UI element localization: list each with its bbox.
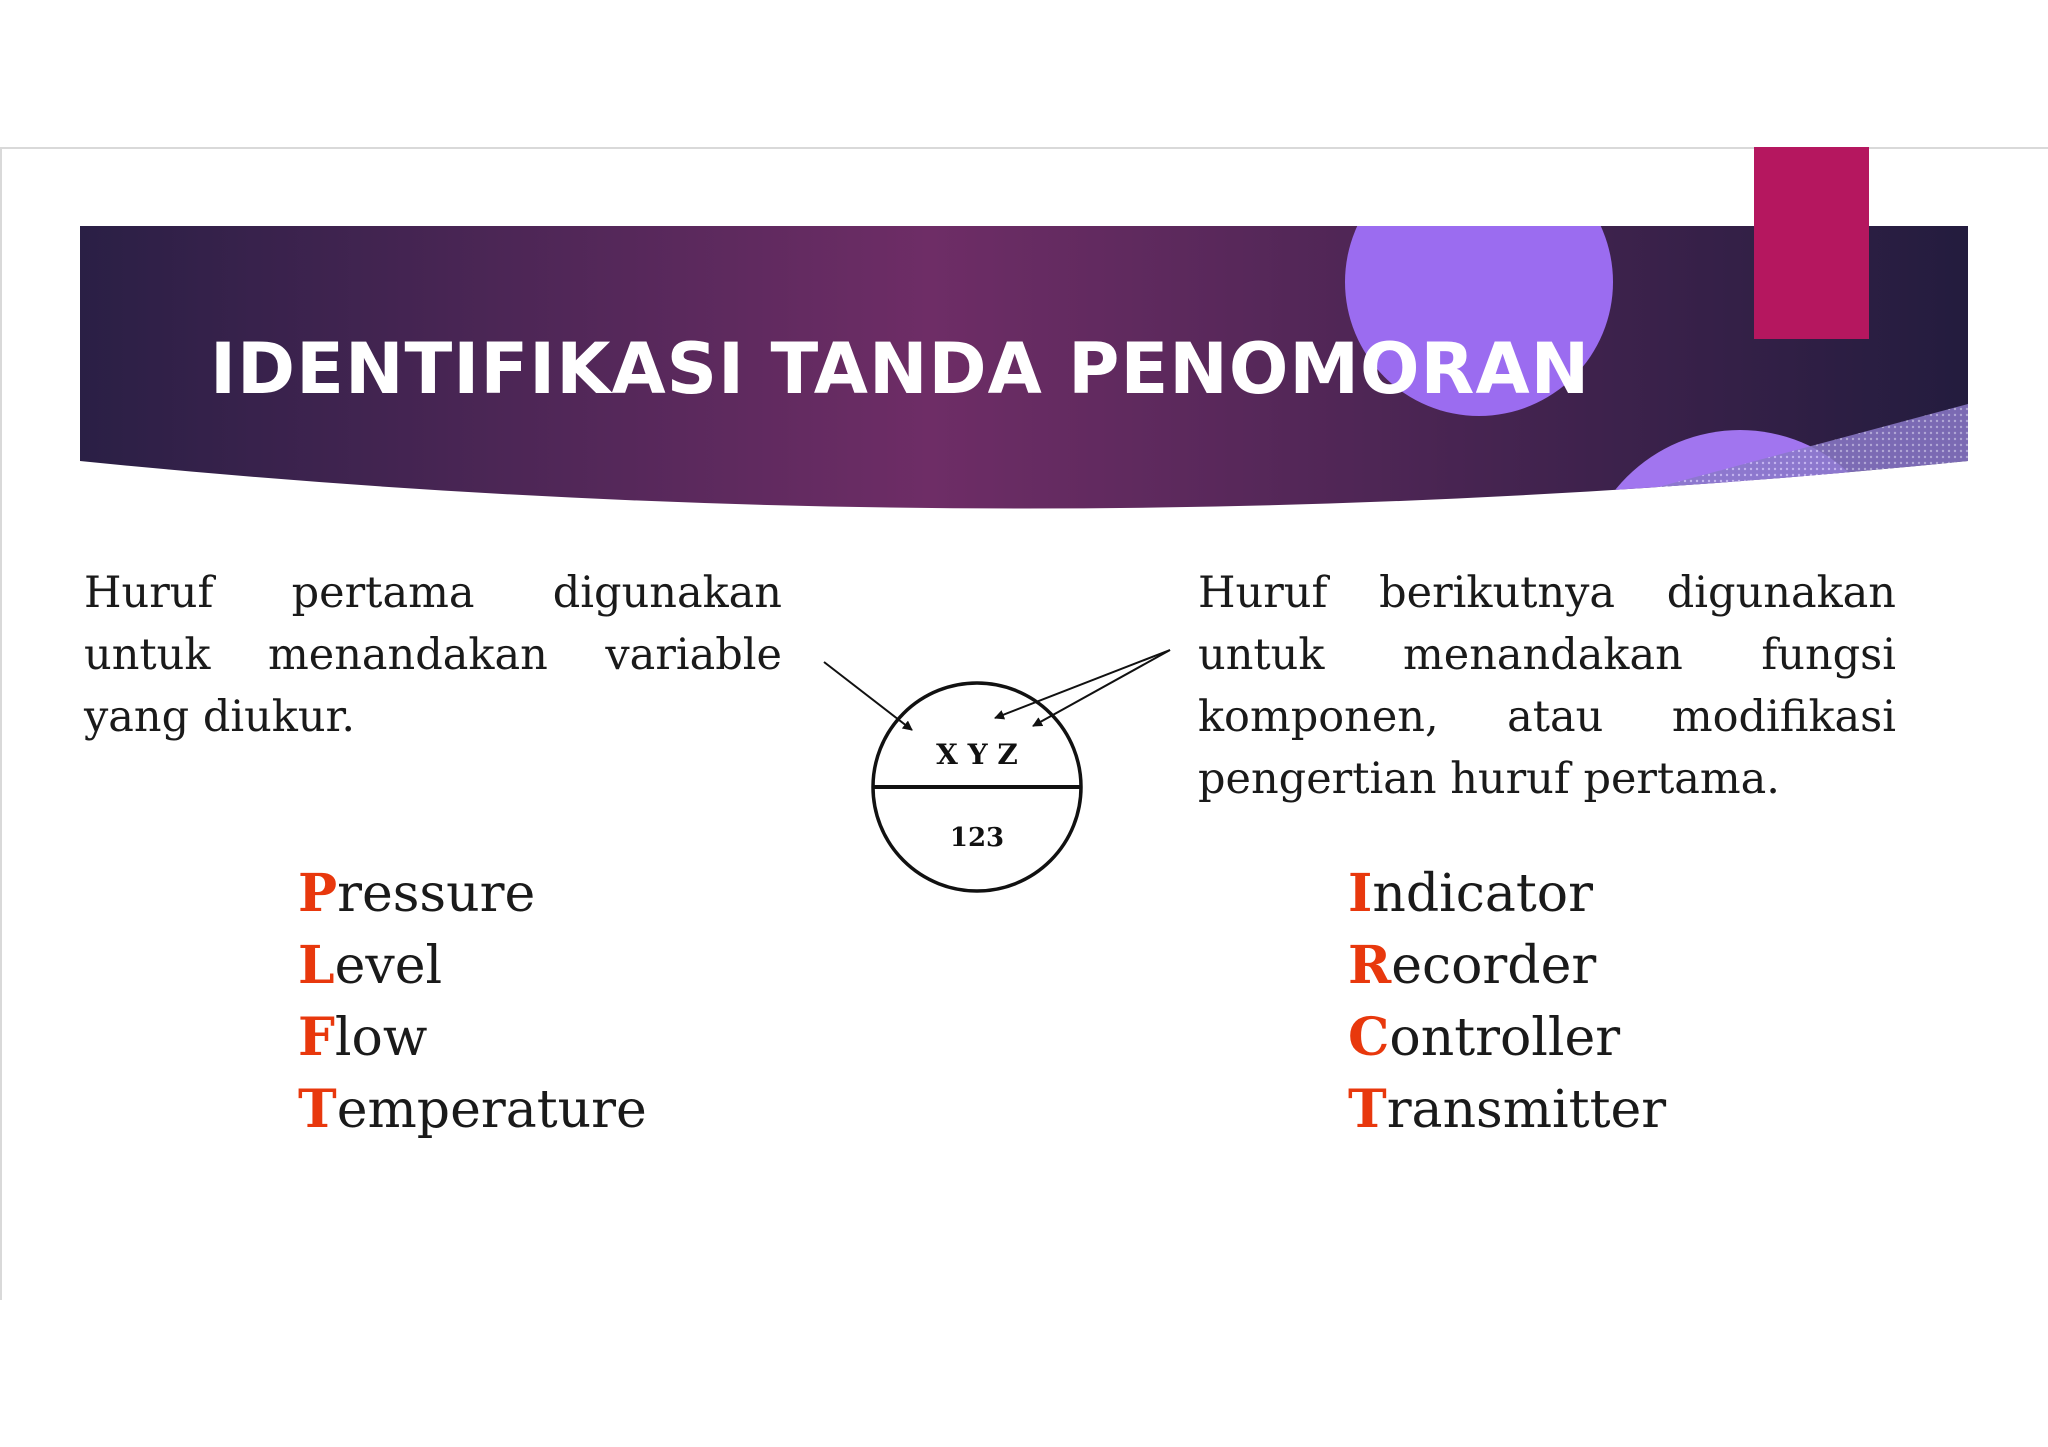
term-initial: T: [298, 1079, 337, 1140]
term-initial: F: [298, 1007, 335, 1068]
list-item: [1348, 1002, 1666, 1074]
left-description: Huruf pertama digunakan untuk menandakan variable yang diukur.: [84, 568, 782, 742]
list-item: [298, 930, 647, 1002]
list-item: [298, 1002, 647, 1074]
term-rest: ndicator: [1372, 864, 1593, 924]
term-rest: ransmitter: [1386, 1080, 1667, 1140]
term-rest: ontroller: [1389, 1008, 1621, 1068]
term-rest: low: [334, 1008, 428, 1068]
term-initial: L: [298, 935, 335, 996]
term-initial: R: [1348, 935, 1392, 996]
term-rest: evel: [334, 936, 443, 996]
term-rest: emperature: [336, 1080, 647, 1140]
instrument-bubble-diagram: [800, 630, 1200, 910]
arrow-third-letter: [1033, 650, 1170, 726]
diagram-letters: X Y Z: [936, 738, 1018, 771]
list-item: [298, 1074, 647, 1146]
function-list: [1348, 858, 1666, 1146]
page-title: IDENTIFIKASI TANDA PENOMORAN: [210, 328, 1591, 410]
term-rest: ecorder: [1391, 936, 1597, 996]
arrow-second-letter: [995, 650, 1170, 718]
term-initial: C: [1348, 1007, 1390, 1068]
list-item: [1348, 1074, 1666, 1146]
term-initial: I: [1348, 863, 1373, 924]
pink-accent-tab: [1754, 147, 1869, 339]
list-item: [1348, 858, 1666, 930]
list-item: [1348, 930, 1666, 1002]
title-banner: [80, 226, 1968, 530]
term-initial: P: [298, 863, 338, 924]
term-rest: ressure: [337, 864, 536, 924]
right-description: Huruf berikutnya digunakan untuk menandakan fungsi komponen, atau modifikasi pengertian huruf pertama.: [1198, 568, 1896, 804]
variable-list: [298, 858, 647, 1146]
list-item: [298, 858, 647, 930]
term-initial: T: [1348, 1079, 1387, 1140]
diagram-number: 123: [949, 823, 1005, 853]
arrow-first-letter: [824, 662, 912, 730]
